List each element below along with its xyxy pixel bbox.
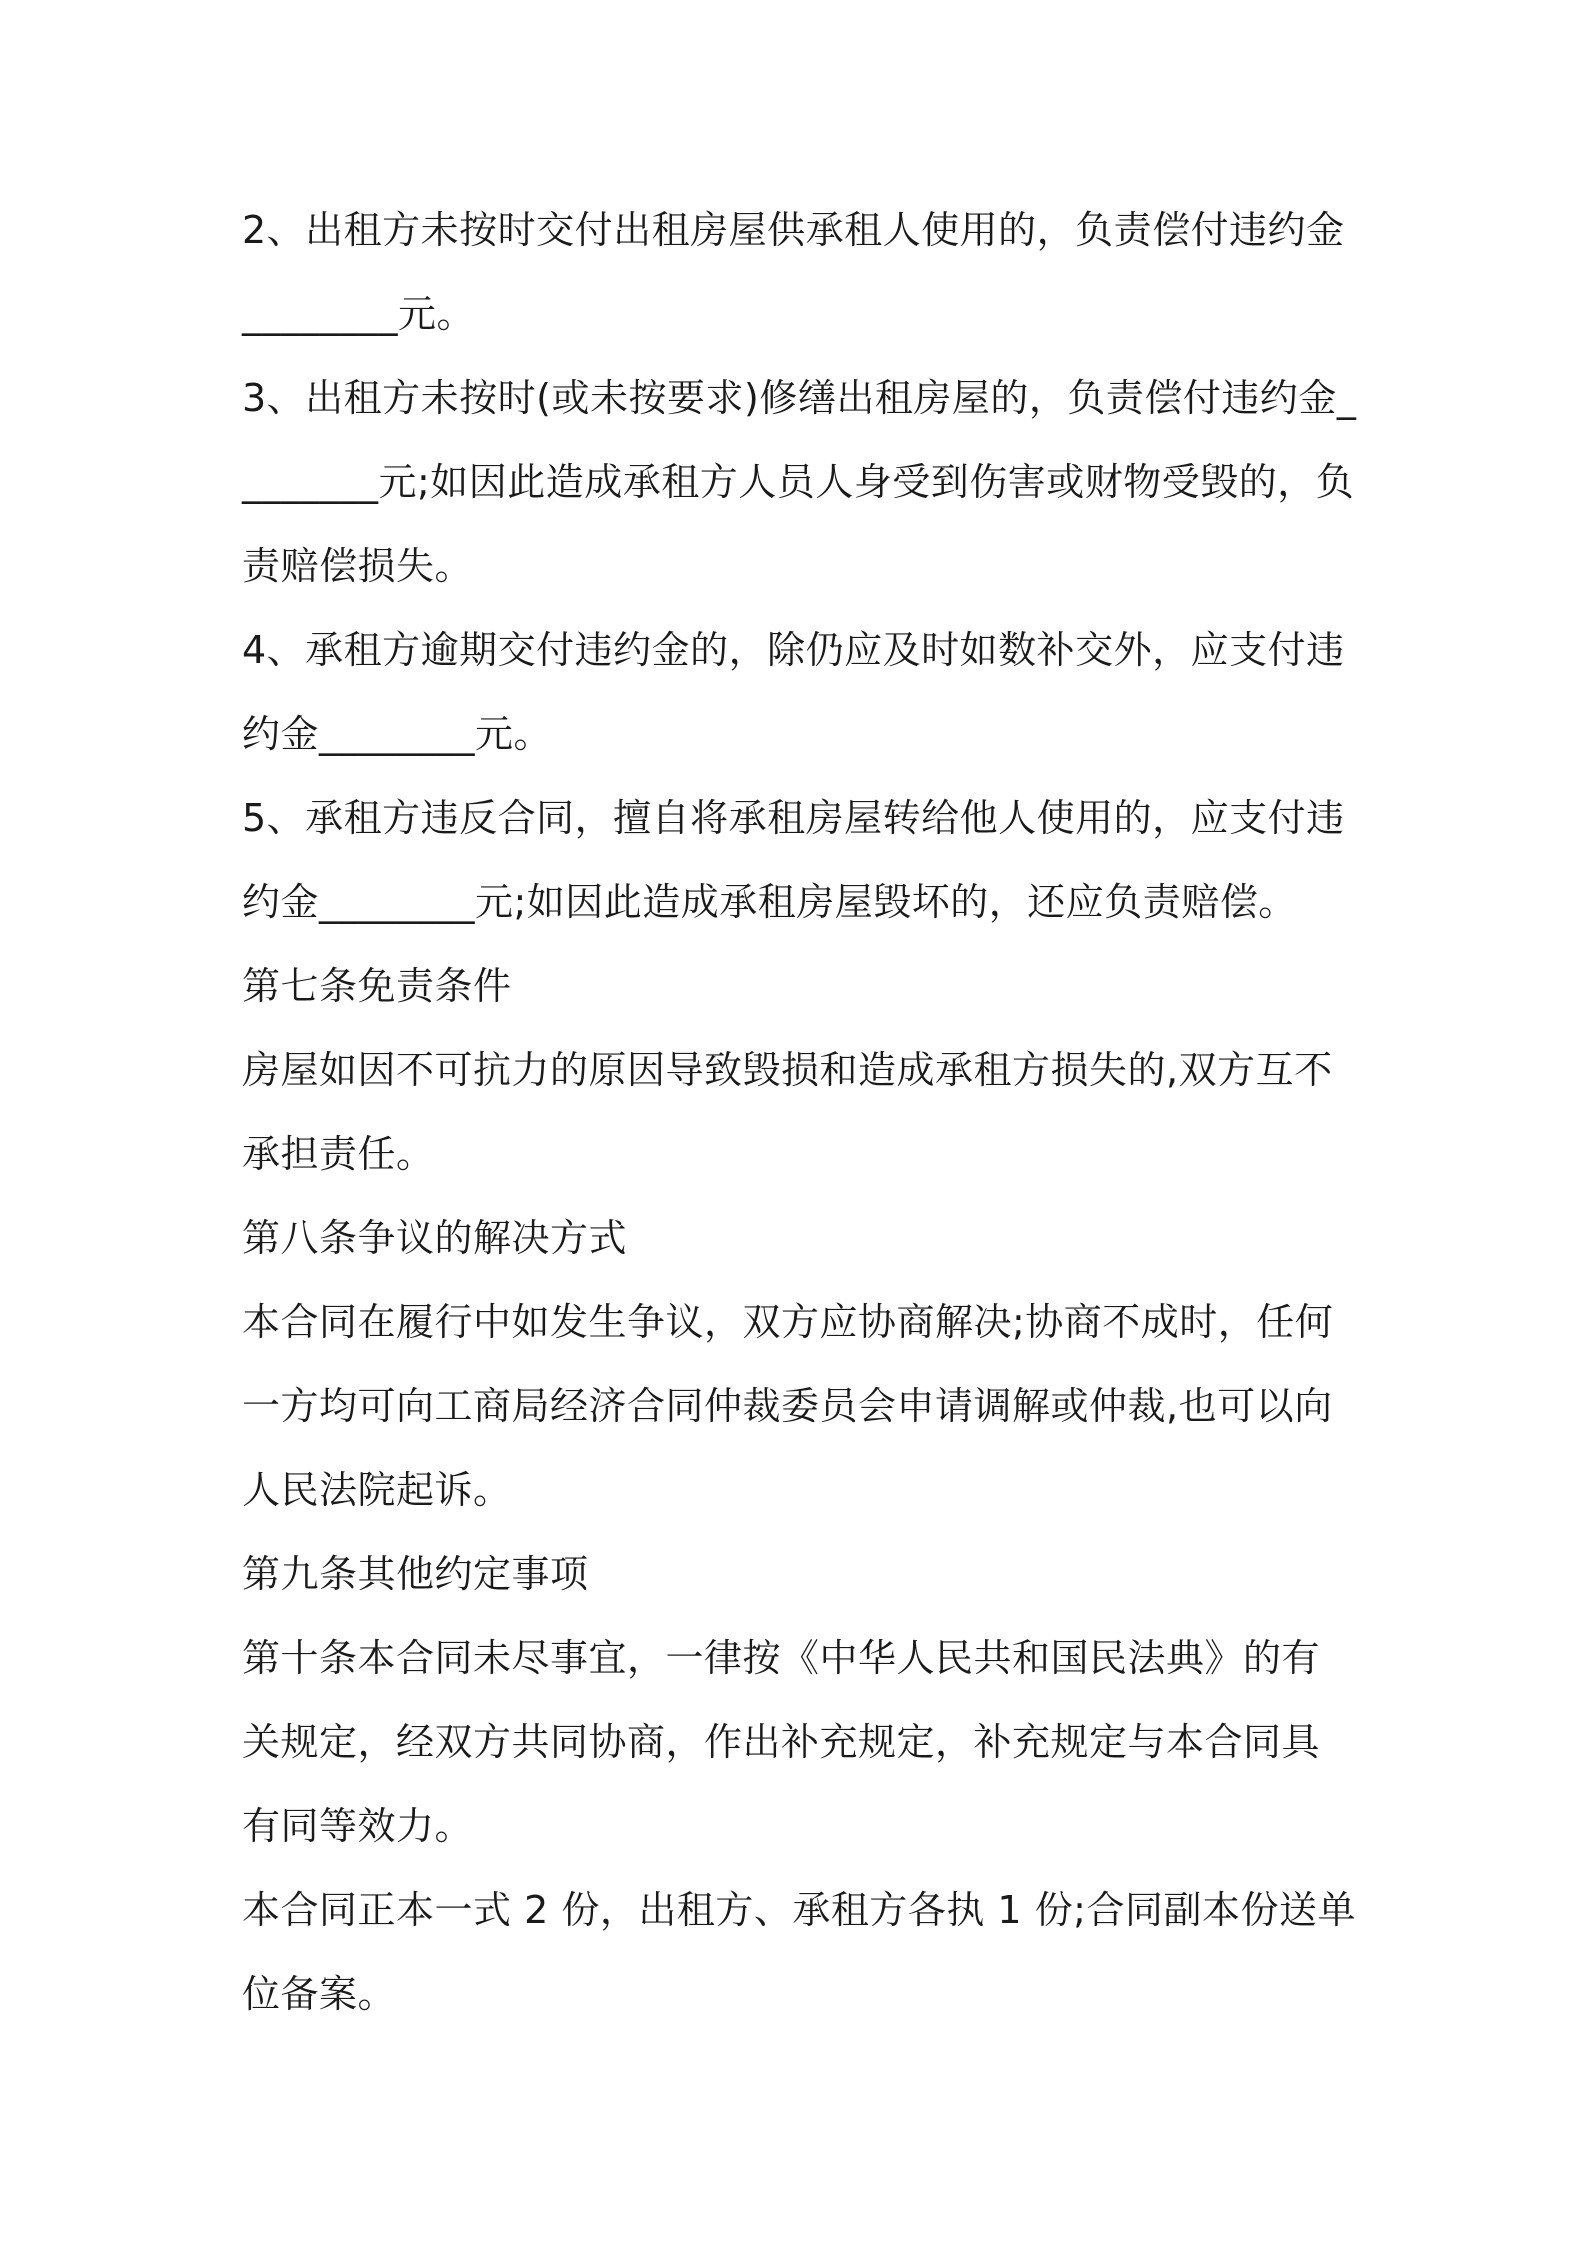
article-7-body: 房屋如因不可抗力的原因导致毁损和造成承租方损失的,双方互不承担责任。 (242, 1048, 1333, 1176)
clause-2-penalty-delivery: 2、出租方未按时交付出租房屋供承租人使用的，负责偿付违约金________元。 (242, 208, 1345, 336)
document-body (242, 188, 1357, 2036)
copies-clause: 本合同正本一式 2 份，出租方、承租方各执 1 份;合同副本份送单位备案。 (242, 1888, 1356, 2016)
clause-4-late-payment: 4、承租方逾期交付违约金的，除仍应及时如数补交外，应支付违约金________元。 (242, 628, 1345, 756)
article-9-heading: 第九条其他约定事项 (242, 1552, 589, 1596)
clause-3-penalty-repair: 3、出租方未按时(或未按要求)修缮出租房屋的，负责偿付违约金________元;如因此造成承租方人员人身受到伤害或财物受毁的，负责赔偿损失。 (242, 376, 1357, 588)
article-7-heading: 第七条免责条件 (242, 964, 512, 1008)
clause-5-sublease: 5、承租方违反合同，擅自将承租房屋转给他人使用的，应支付违约金________元;如因此造成承租房屋毁坏的，还应负责赔偿。 (242, 796, 1345, 924)
article-10-body: 第十条本合同未尽事宜，一律按《中华人民共和国民法典》的有关规定，经双方共同协商，作出补充规定，补充规定与本合同具有同等效力。 (242, 1636, 1321, 1848)
article-8-body: 本合同在履行中如发生争议，双方应协商解决;协商不成时，任何一方均可向工商局经济合同仲裁委员会申请调解或仲裁,也可以向人民法院起诉。 (242, 1300, 1334, 1512)
article-8-heading: 第八条争议的解决方式 (242, 1216, 628, 1260)
